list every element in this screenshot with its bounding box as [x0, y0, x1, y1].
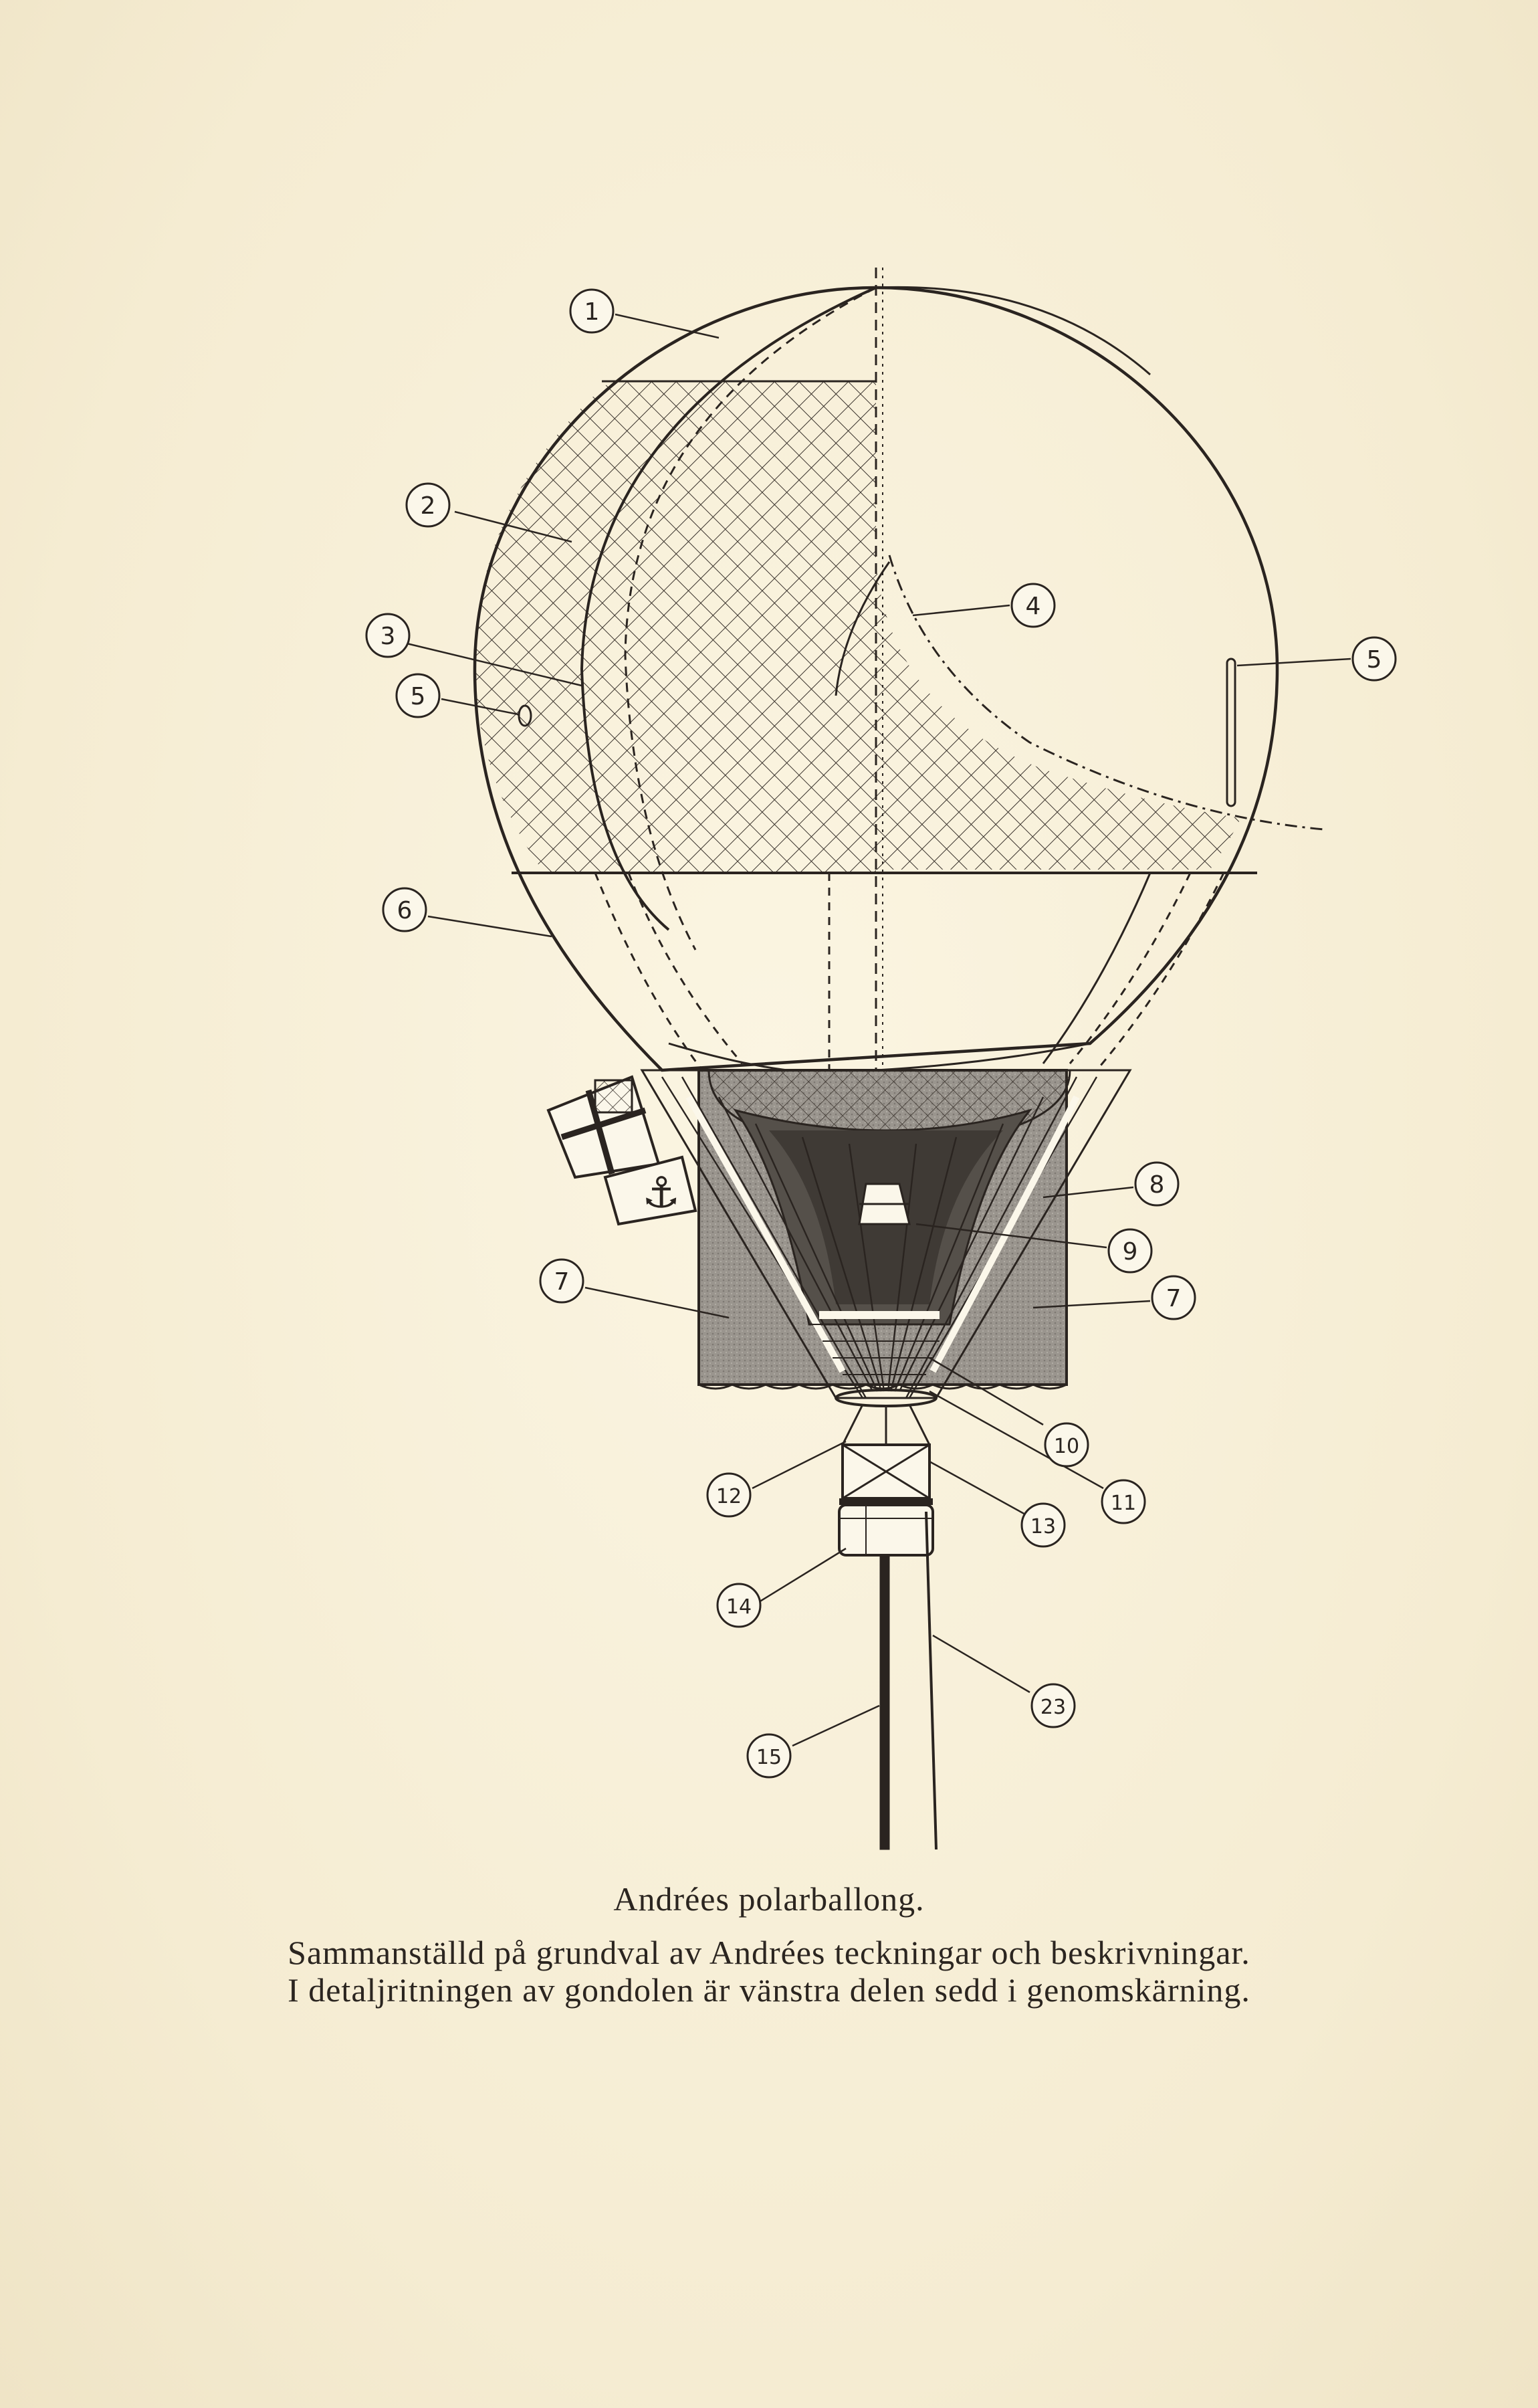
- svg-text:1: 1: [584, 298, 600, 326]
- callout-15: [748, 1734, 790, 1777]
- svg-text:7: 7: [554, 1268, 570, 1296]
- callout-7-right: [1152, 1276, 1195, 1319]
- callout-2: [407, 484, 449, 526]
- svg-text:10: 10: [1053, 1435, 1080, 1458]
- callout-14: [718, 1584, 760, 1627]
- net-left: [468, 381, 876, 873]
- callout-7-left: [540, 1260, 583, 1302]
- guide-ropes: [880, 1512, 936, 1849]
- svg-text:2: 2: [420, 492, 436, 520]
- caption-title: Andrées polarballong.: [613, 1880, 925, 1918]
- lower-cords: [595, 873, 1224, 1074]
- callout-23: [1032, 1684, 1075, 1727]
- callout-8: [1135, 1163, 1178, 1205]
- callout-5-left: [397, 674, 439, 717]
- caption-line-2: I detaljritningen av gondolen är vänstra delen sedd i genomskärning.: [288, 1971, 1250, 2009]
- svg-text:7: 7: [1166, 1285, 1182, 1312]
- svg-text:8: 8: [1149, 1171, 1165, 1199]
- flag: [548, 1077, 695, 1224]
- svg-text:3: 3: [380, 623, 396, 650]
- svg-text:12: 12: [716, 1485, 742, 1508]
- anchor-icon: ⚓: [642, 1169, 681, 1218]
- svg-text:9: 9: [1122, 1238, 1138, 1266]
- svg-text:14: 14: [726, 1595, 752, 1619]
- svg-text:5: 5: [1366, 646, 1382, 674]
- net-right: [876, 562, 1277, 870]
- callout-5-right: [1353, 637, 1396, 680]
- callout-9: [1109, 1229, 1151, 1272]
- callout-6: [383, 888, 426, 931]
- caption-line-1: Sammanställd på grundval av Andrées teckningar och beskrivningar.: [288, 1934, 1250, 1971]
- callout-3: [366, 614, 409, 657]
- callout-13: [1022, 1504, 1065, 1546]
- svg-text:11: 11: [1110, 1492, 1137, 1515]
- callout-1: [570, 290, 613, 332]
- callout-12: [707, 1474, 750, 1516]
- svg-text:5: 5: [410, 683, 426, 710]
- callout-11: [1102, 1480, 1145, 1523]
- callout-10: [1045, 1423, 1088, 1466]
- svg-text:13: 13: [1030, 1515, 1057, 1538]
- svg-text:6: 6: [397, 897, 413, 924]
- valve-right: [1227, 659, 1235, 806]
- svg-text:4: 4: [1025, 593, 1041, 620]
- svg-text:23: 23: [1040, 1696, 1067, 1719]
- gondola: [839, 1405, 933, 1555]
- svg-text:15: 15: [756, 1746, 782, 1769]
- callout-4: [1012, 584, 1055, 627]
